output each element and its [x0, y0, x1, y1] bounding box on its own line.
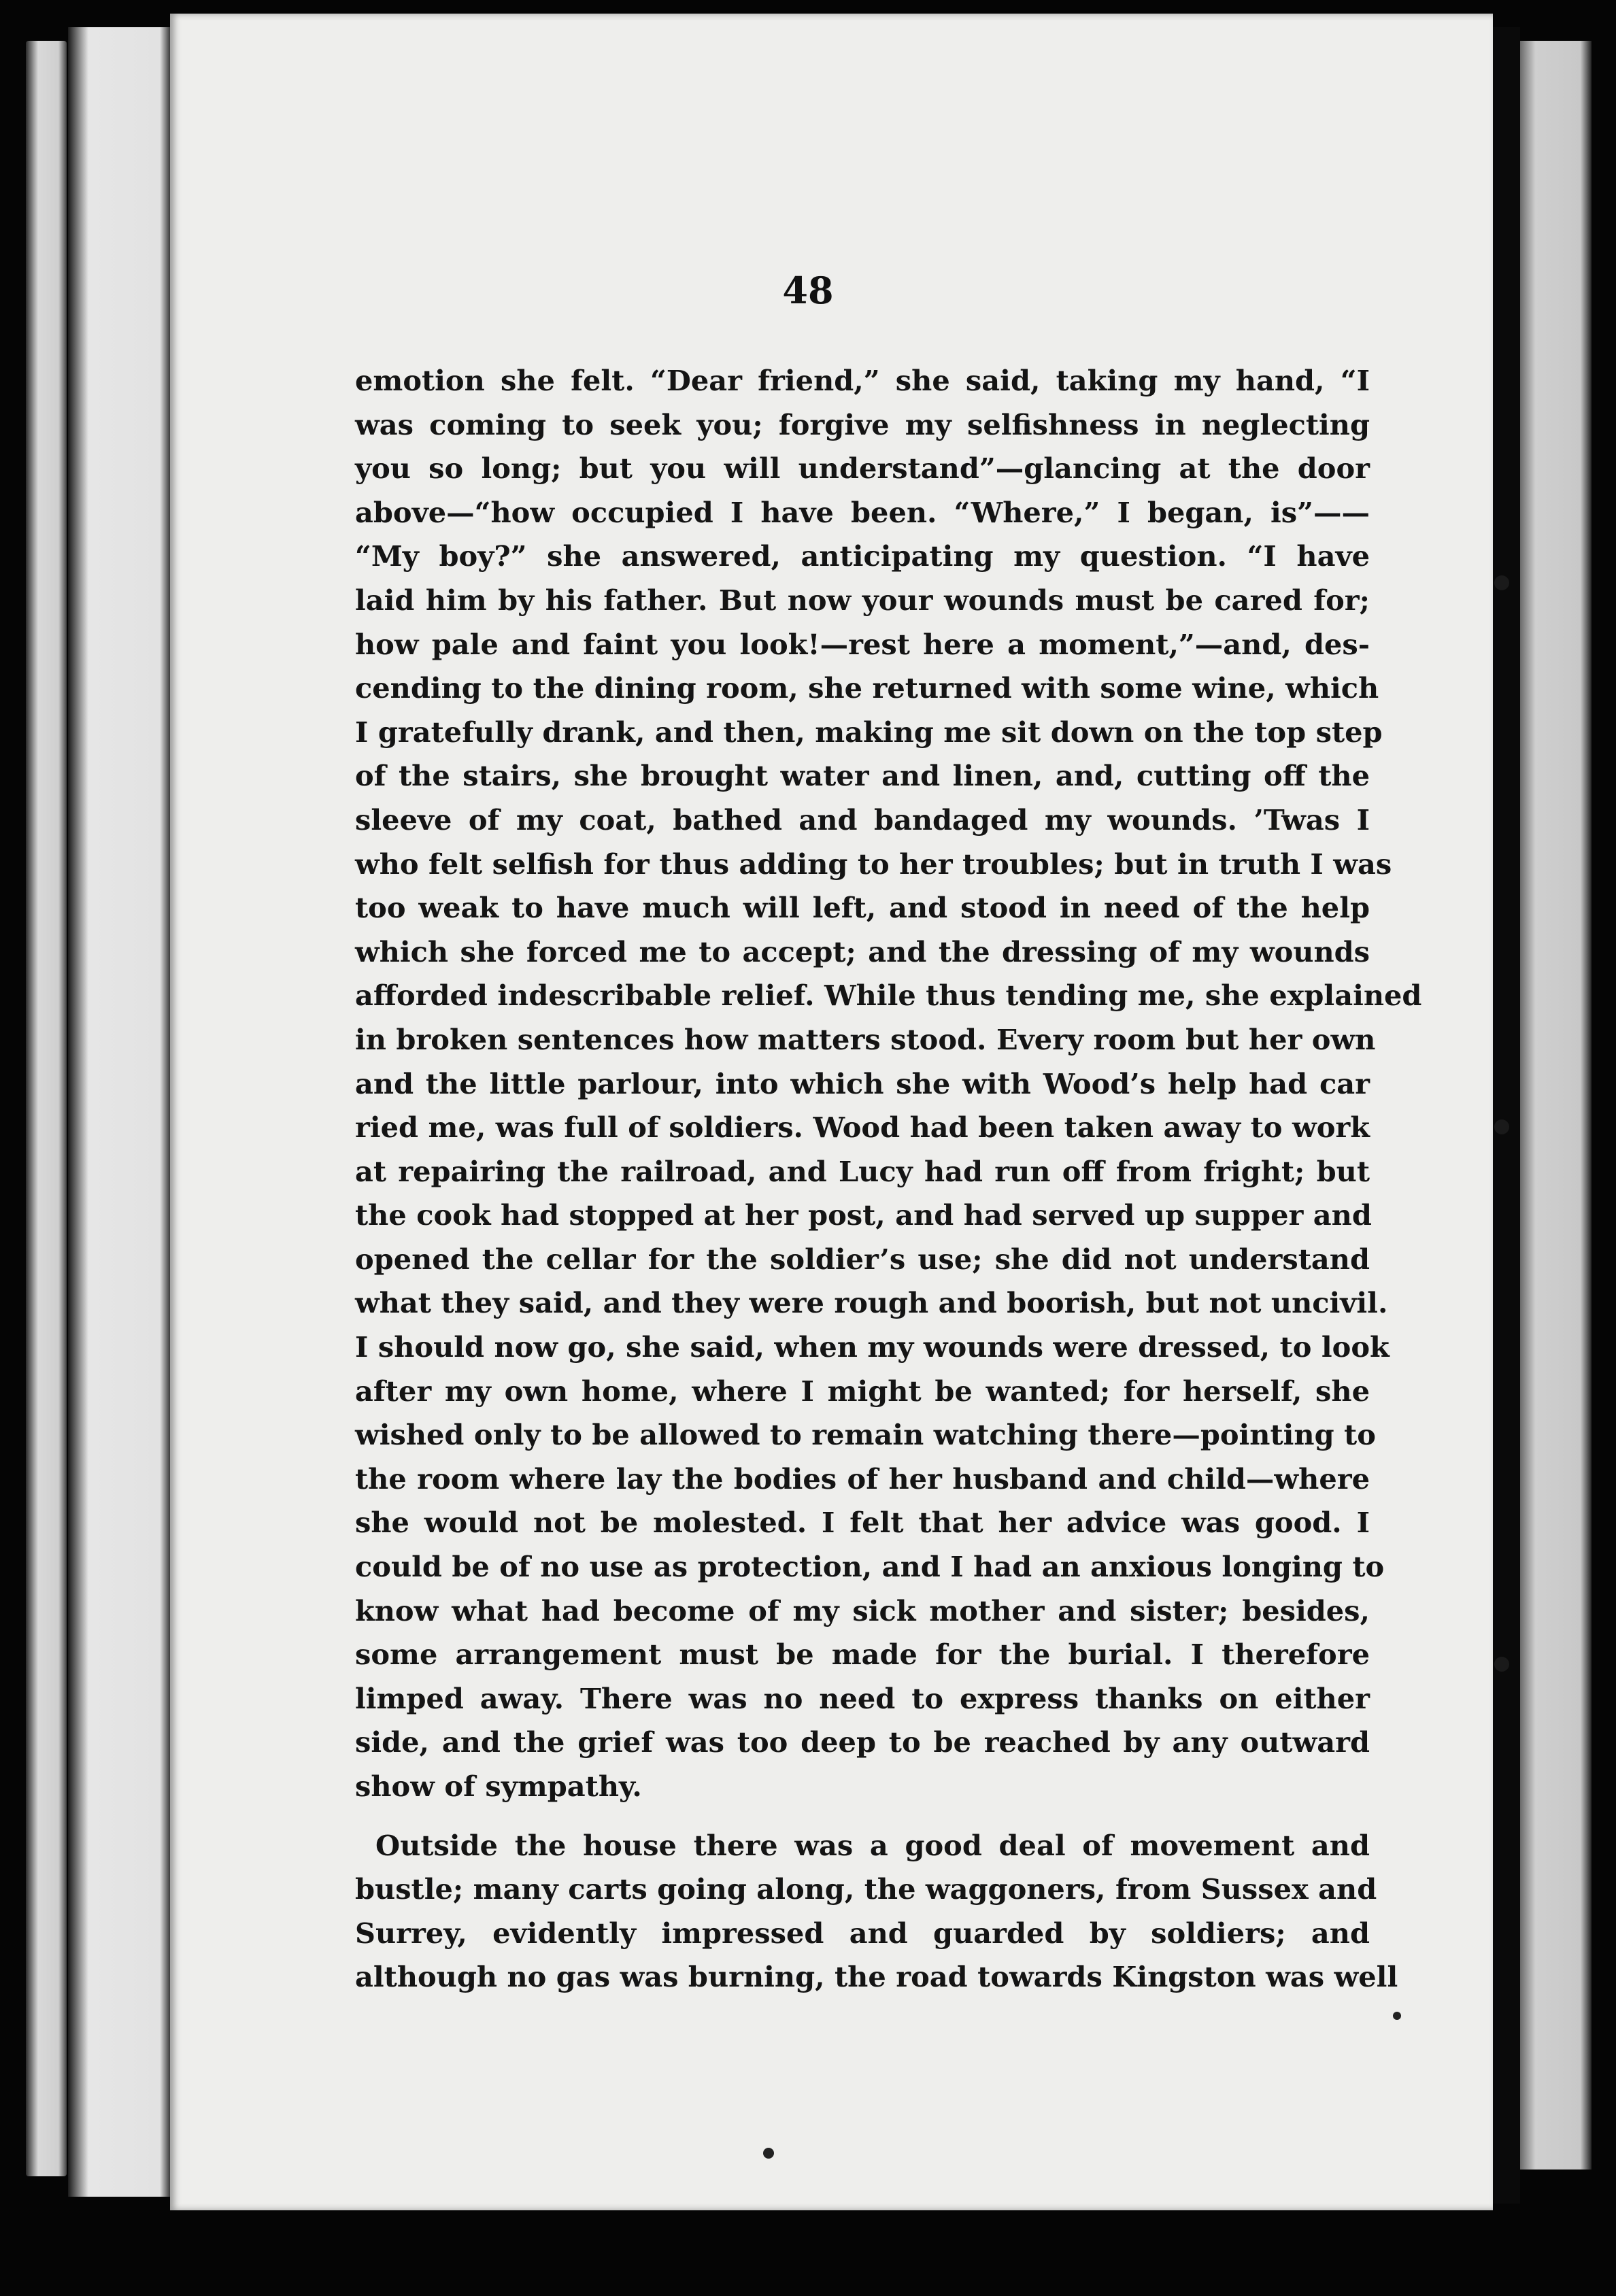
text-line: you so long; but you will understand”—glancing at the door [355, 452, 1370, 486]
text-line: know what had become of my sick mother and sister; besides, [355, 1593, 1370, 1627]
text-line: who felt selfish for thus adding to her troubles; but in truth I was [355, 847, 1392, 881]
right-page-edge [1517, 41, 1592, 2170]
text-line: too weak to have much will left, and stood in need of the help [355, 891, 1370, 925]
text-line: laid him by his father. But now your wounds must be cared for; [355, 583, 1370, 617]
text-line: wished only to be allowed to remain watching there—pointing to [355, 1418, 1376, 1452]
ink-speck [763, 2148, 774, 2159]
text-line: cending to the dining room, she returned with some wine, which [355, 671, 1379, 705]
text-line: how pale and faint you look!—rest here a moment,”—and, des- [355, 627, 1370, 661]
ink-speck [1393, 2012, 1401, 2020]
text-line: Outside the house there was a good deal of movement and [375, 1828, 1370, 1862]
binding-stitch-icon [1486, 571, 1517, 594]
text-line: of the stairs, she brought water and linen, and, cutting off the [355, 759, 1370, 793]
text-line: some arrangement must be made for the burial. I therefore [355, 1638, 1370, 1672]
text-line: side, and the grief was too deep to be reached by any outward [355, 1725, 1370, 1759]
text-line: emotion she felt. “Dear friend,” she said, taking my hand, “I [355, 364, 1370, 397]
paragraph [355, 1824, 1398, 1999]
page-body-text [355, 359, 1422, 1999]
paragraph [355, 359, 1422, 1809]
text-line: in broken sentences how matters stood. Every room but her own [355, 1022, 1376, 1056]
text-line: was coming to seek you; forgive my selfishness in neglecting [355, 407, 1370, 441]
left-page-edge-inner [68, 27, 170, 2197]
paragraph-gap [355, 1809, 1370, 1824]
text-line: the cook had stopped at her post, and had served up supper and [355, 1198, 1372, 1232]
text-line: the room where lay the bodies of her husband and child—where [355, 1462, 1370, 1496]
text-line: which she forced me to accept; and the dressing of my wounds [355, 934, 1370, 968]
text-line: what they said, and they were rough and boorish, but not uncivil. [355, 1286, 1388, 1320]
text-line: bustle; many carts going along, the waggoners, from Sussex and [355, 1872, 1377, 1906]
text-line: afforded indescribable relief. While thus tending me, she explained [355, 979, 1422, 1013]
left-page-edge-outer [26, 41, 67, 2176]
text-line: after my own home, where I might be wanted; for herself, she [355, 1374, 1370, 1408]
text-line: Surrey, evidently impressed and guarded by soldiers; and [355, 1916, 1370, 1950]
text-line: show of sympathy. [355, 1770, 642, 1803]
text-line: “My boy?” she answered, anticipating my question. “I have [355, 539, 1370, 573]
text-line: I gratefully drank, and then, making me sit down on the top step [355, 715, 1383, 749]
text-line: I should now go, she said, when my wounds were dressed, to look [355, 1330, 1390, 1364]
text-line: she would not be molested. I felt that her advice was good. I [355, 1506, 1370, 1540]
text-line: limped away. There was no need to express thanks on either [355, 1681, 1370, 1715]
text-line: above—“how occupied I have been. “Where,” I began, is”—— [355, 495, 1370, 529]
text-line: opened the cellar for the soldier’s use; she did not understand [355, 1242, 1370, 1276]
binding-stitch-icon [1486, 1653, 1517, 1676]
page-number: 48 [782, 269, 834, 312]
text-line: sleeve of my coat, bathed and bandaged my wounds. ’Twas I [355, 803, 1370, 837]
text-line: although no gas was burning, the road towards Kingston was well [355, 1960, 1398, 1994]
text-line: could be of no use as protection, and I had an anxious longing to [355, 1550, 1385, 1584]
text-line: ried me, was full of soldiers. Wood had been taken away to work [355, 1111, 1370, 1145]
text-line: at repairing the railroad, and Lucy had run off from fright; but [355, 1154, 1370, 1188]
binding-stitch-icon [1486, 1115, 1517, 1138]
text-line: and the little parlour, into which she with Wood’s help had car [355, 1066, 1370, 1100]
